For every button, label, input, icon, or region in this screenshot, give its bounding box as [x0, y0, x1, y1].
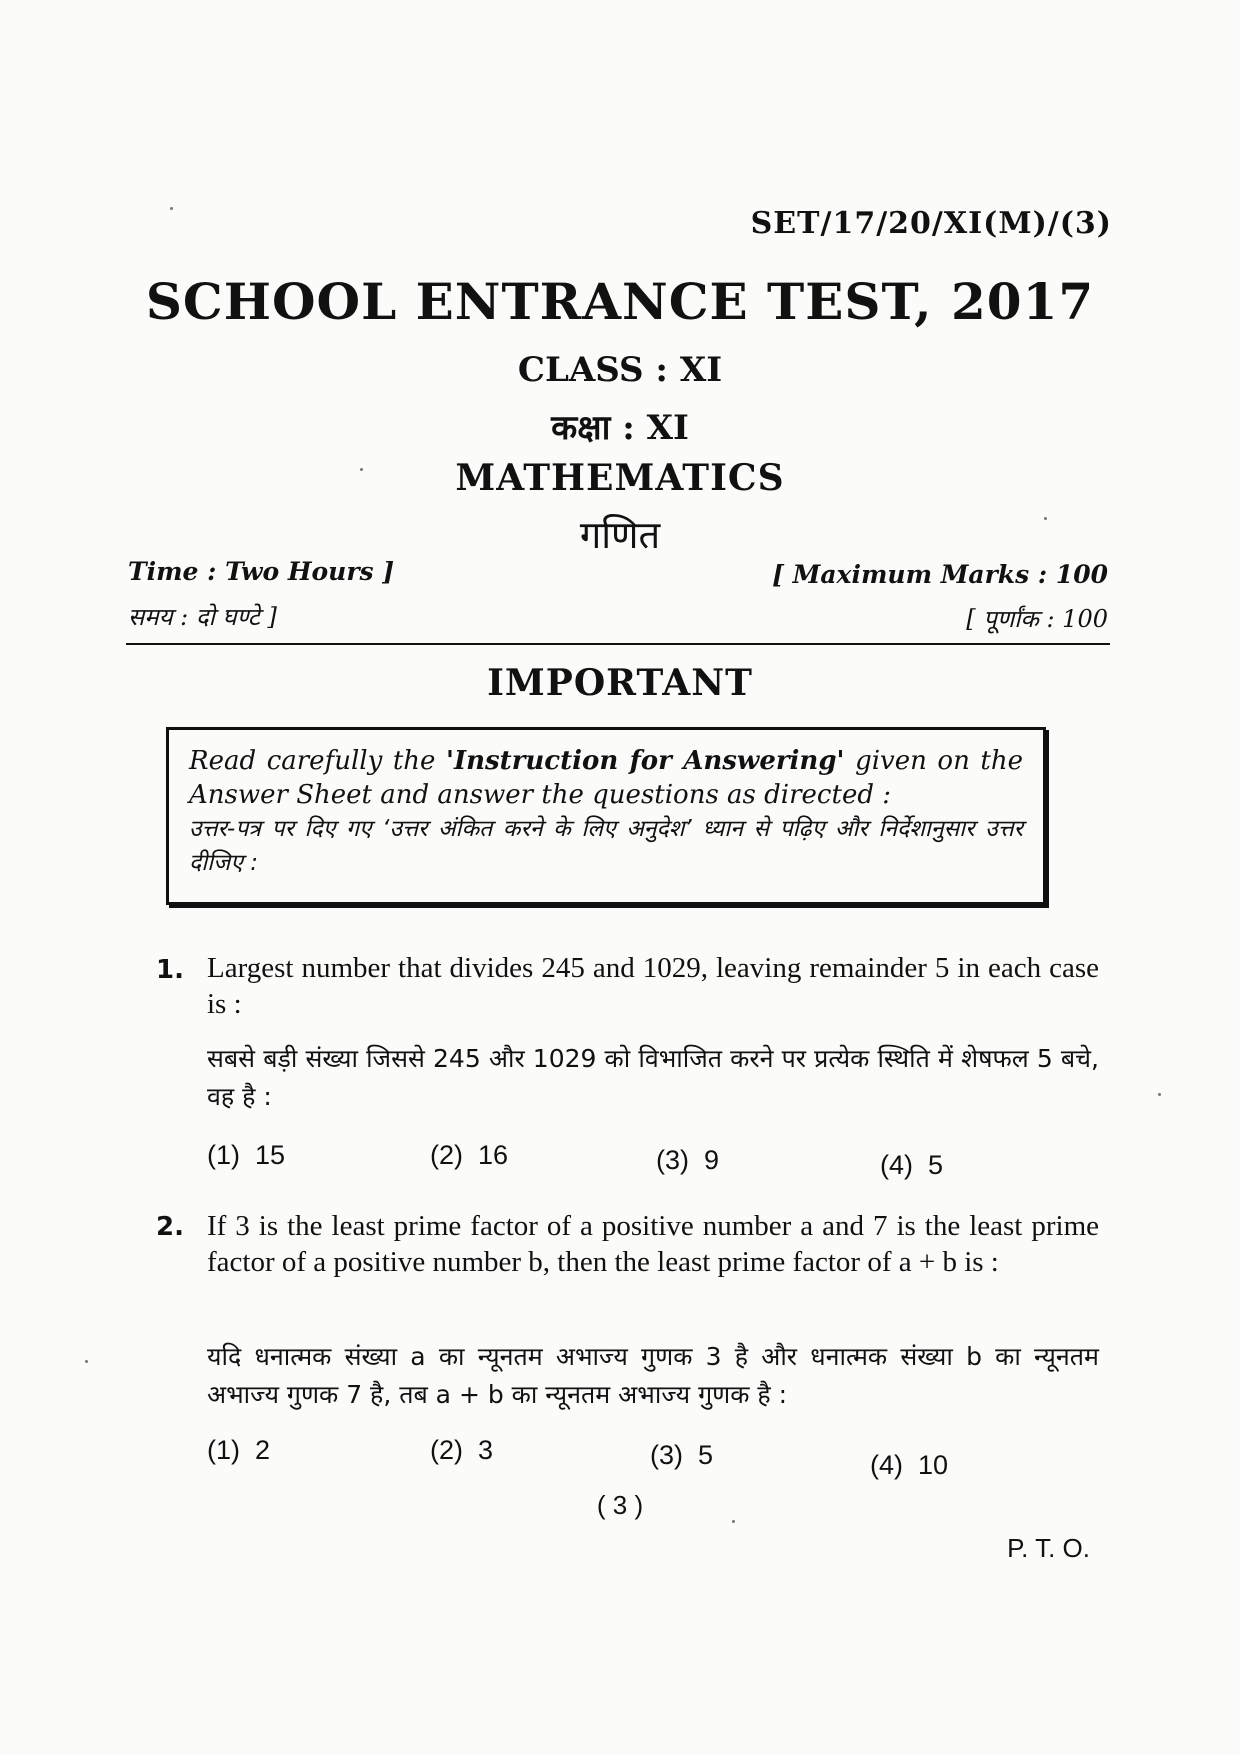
- scan-speck: [1158, 1093, 1161, 1096]
- question-number: 2.: [156, 1212, 184, 1242]
- subject-en: MATHEMATICS: [455, 457, 785, 499]
- exam-title: SCHOOL ENTRANCE TEST, 2017: [145, 272, 1095, 331]
- option-label: (1): [207, 1435, 240, 1465]
- max-marks-hi: [ पूर्णांक : 100: [966, 605, 1108, 633]
- option-value: 5: [928, 1150, 944, 1180]
- option-label: (3): [650, 1440, 683, 1470]
- option: [880, 1150, 943, 1181]
- question-text-hi: यदि धनात्मक संख्या a का न्यूनतम अभाज्य गुणक 3 है और धनात्मक संख्या b का न्यूनतम अभाज्य गुणक 7 है, तब a + b का न्यूनतम अभाज्य गुणक है :: [207, 1342, 1099, 1409]
- option-label: (3): [656, 1145, 689, 1175]
- instruction-en-end: given on the Answer Sheet and answer the questions as directed :: [189, 746, 1023, 810]
- class-label-hi: कक्षा : XI: [551, 408, 689, 448]
- scan-speck: [1044, 517, 1047, 520]
- option-label: (1): [207, 1140, 240, 1170]
- pto-label: P. T. O.: [1007, 1533, 1090, 1563]
- instruction-en-bold: 'Instruction for Answering': [446, 746, 845, 776]
- option: [650, 1440, 713, 1471]
- header-divider: [126, 643, 1110, 645]
- important-heading: IMPORTANT: [487, 662, 753, 704]
- paper-code: SET/17/20/XI(M)/(3): [750, 206, 1112, 241]
- option-value: 3: [478, 1435, 494, 1465]
- scan-speck: [360, 468, 363, 471]
- option: [207, 1140, 285, 1171]
- max-marks-en: [ Maximum Marks : 100: [772, 560, 1108, 589]
- option-label: (2): [430, 1140, 463, 1170]
- time-en: Time : Two Hours ]: [128, 557, 395, 586]
- option-value: 10: [918, 1450, 949, 1480]
- option: [207, 1435, 270, 1466]
- instruction-en-start: Read carefully the: [189, 746, 447, 776]
- option-label: (4): [870, 1450, 903, 1480]
- page-number: ( 3 ): [596, 1490, 644, 1520]
- question-text-hi: सबसे बड़ी संख्या जिससे 245 और 1029 को विभाजित करने पर प्रत्येक स्थिति में शेषफल 5 बचे, वह है :: [207, 1044, 1099, 1111]
- option-label: (4): [880, 1150, 913, 1180]
- option-value: 15: [255, 1140, 286, 1170]
- option-value: 2: [255, 1435, 271, 1465]
- instruction-box: [166, 727, 1046, 905]
- instruction-hi: उत्तर-पत्र पर दिए गए ‘उत्तर अंकित करने के लिए अनुदेश’ ध्यान से पढ़िए और निर्देशानुसार उत्तर दीजिए :: [189, 816, 1023, 876]
- option-value: 5: [698, 1440, 714, 1470]
- option-value: 9: [704, 1145, 720, 1175]
- question-text-en: If 3 is the least prime factor of a positive number a and 7 is the least prime factor of a positive number b, then the least prime factor of a + b is :: [207, 1210, 1099, 1278]
- scan-speck: [170, 207, 173, 210]
- class-label-en: CLASS : XI: [517, 350, 723, 390]
- time-hi: समय : दो घण्टे ]: [128, 603, 277, 631]
- option: [430, 1140, 508, 1171]
- option-value: 16: [478, 1140, 509, 1170]
- option: [430, 1435, 493, 1466]
- option: [870, 1450, 948, 1481]
- option: [656, 1145, 719, 1176]
- question-text-en: Largest number that divides 245 and 1029, leaving remainder 5 in each case is :: [207, 952, 1099, 1020]
- question-number: 1.: [156, 955, 184, 985]
- scan-speck: [85, 1360, 88, 1363]
- scan-speck: [732, 1520, 735, 1523]
- option-label: (2): [430, 1435, 463, 1465]
- subject-hi: गणित: [579, 513, 661, 557]
